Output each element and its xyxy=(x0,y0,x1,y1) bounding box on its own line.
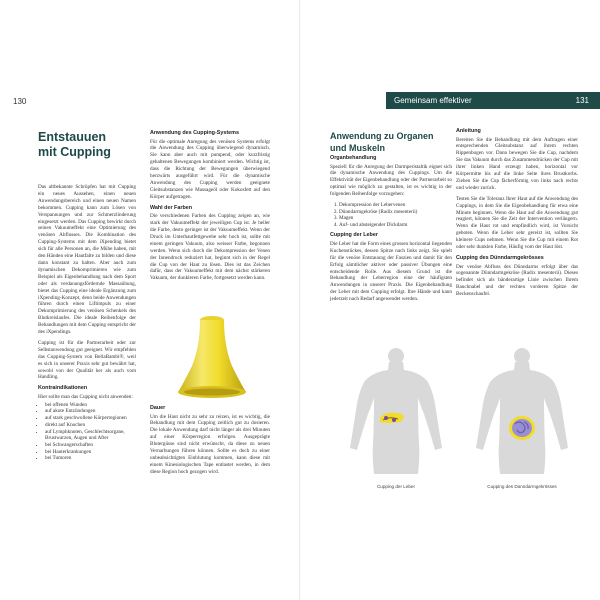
caption-intestine: Cupping des Dünndarmgekrösses xyxy=(487,484,557,489)
small-intestine-shape xyxy=(512,419,532,437)
list-item: 2. Dünndarmgekröse (Radix mesenterii) xyxy=(339,209,452,216)
kontraindikationen-heading: Kontraindikationen xyxy=(38,385,88,392)
list-item: • auf stark geschwollene Körperregionen xyxy=(45,415,136,422)
organbehandlung-heading: Organbehandlung xyxy=(330,155,377,161)
list-item: 1. Dekompression der Lebervenen xyxy=(339,202,452,209)
list-item: 4. Auf- und absteigender Dickdarm xyxy=(339,222,452,229)
list-item: • direkt auf Knochen xyxy=(45,422,136,429)
right-column-1 xyxy=(330,155,452,307)
list-item: 3. Magen xyxy=(339,215,452,222)
left-column-1 xyxy=(38,184,136,462)
running-header-title: Gemeinsam effektiver xyxy=(394,96,472,105)
anleitung-heading: Anleitung xyxy=(456,128,481,134)
left-column-2-top xyxy=(150,130,270,286)
right-page xyxy=(300,0,600,600)
page-number-left: 130 xyxy=(13,97,27,106)
page-number-right: 131 xyxy=(575,96,589,105)
page-title-line-1: Entstauuen xyxy=(38,130,107,144)
running-header xyxy=(386,92,600,109)
list-item: • bei offenen Wunden xyxy=(45,402,136,409)
dauer-paragraph: Um die Haut nicht zu sehr zu reizen, ist es wichtig, die Behandlung mit dem Cupping zeitlich gut zu dosieren. Die lokale Anwendung darf nicht länger als drei Minuten auf einer Körperregion erfolgen. Ausgeprägte Blutergüsse sind nicht erwünscht, da diese zu neuen Vernarbungen führen können. Sollte es doch zu einer unbeabsichtigten Einblutung kommen, kann diese mit einem Kinesiologischen Tape entlastet werden, in dem diese Region hoch gezogen wird. xyxy=(150,413,270,475)
kontraindikationen-intro: Hier sollte man das Cupping nicht anwenden: xyxy=(38,393,133,400)
list-item: • bei Tumoren xyxy=(45,455,136,462)
organbehandlung-paragraph: Speziell für die Anregung der Darmperistaltik eignet sich die dynamische Anwendung des Cuppings. Um die Effektivität der Eigenbehandlung oder der Partnerarbeit so optimal wie möglich zu gestalten, ist es wichtig in der folgenden Reihenfolge vorzugehen: xyxy=(330,163,452,198)
caption-liver: Cupping der Leber xyxy=(376,484,416,489)
left-column-2-bottom xyxy=(150,405,270,480)
cup-body xyxy=(178,320,246,392)
recommendation-paragraph: Cupping ist für die Partnerarbeit oder zur Selbstanwendung gut geeignet. Wir empfehlen das Cupping-System von BellaBambi®, weil es sich in unserer Praxis sehr gut bewährt hat, sowohl von der Qualität her als auch vom Handling. xyxy=(38,339,136,381)
section-title-line-1: Anwendung zu Organen xyxy=(330,131,434,141)
duenndarm-heading: Cupping des Dünndarmgekrösses xyxy=(456,255,544,261)
cupping-cup-illustration xyxy=(172,314,252,404)
page-title xyxy=(38,130,138,160)
duenndarm-paragraph: Der venöse Abfluss des Dünndarms erfolgt über das sogenannte Dünndarmgekröse (Radix mesenterii). Dieses befindet sich als bänderartige Linie zwischen Ihrem Bauchnabel und der rechten vorderen Spitze der Beckenschaufel. xyxy=(456,263,578,298)
torso-intestine-illustration xyxy=(472,348,572,478)
anleitung-paragraph-1: Bereiten Sie die Behandlung mit dem Auftragen einer entsprechenden Gleitsubstanz auf ihrem rechten Rippenbogen vor. Dann bewegen Sie die Cup, nachdem Sie das Vakuum durch das Zusammendrücken der Cup mit ihrer linken Hand erzeugt haben, horizontal vor Körpermitte bis auf die linke Seite ihres Brustkorbs. Ziehen Sie die Cup fächerförmig von links nach rechts und wieder zurück. xyxy=(456,136,578,191)
right-column-2 xyxy=(456,128,578,302)
farben-heading: Wahl der Farben xyxy=(150,204,193,211)
leber-heading: Cupping der Leber xyxy=(330,232,378,239)
section-title-line-2: und Muskeln xyxy=(330,143,386,153)
list-item: • auf Lymphknoten, Geschlechtsorgane, Brustwarzen, Augen und After xyxy=(45,429,136,442)
cup-opening xyxy=(184,389,240,396)
farben-paragraph: Die verschiedenen Farben des Cupping zeigen an, wie stark der Vakuumeffekt der jeweiligen Cup ist. Je heller die Farbe, desto geringer ist der Vakuumeffekt. Wenn der Druck im Unterhautfettgewebe sehr hoch ist, sollte mit einem geringen Vakuum, also weisser Farbe, begonnen werden. Wenn sich durch die Dekompression der Venen der Innendruck reduziert hat, beginnt sich in der Regel die Cup von der Haut zu lösen. Dies ist das Zeichen dafür, dass der Vakuumeffekt mit dem nächst stärkeren Vakuum, der dunkleren Farbe, fortgesetzt werden kann. xyxy=(150,213,270,282)
anwendung-heading: Anwendung des Cupping-Systems xyxy=(150,130,239,136)
leber-paragraph: Die Leber hat die Form eines grossen horizontal liegenden Kuchenstückes, dessen Spitze nach links zeigt. Sie spielt für die venöse Entstauung der Faszien und damit für den Erfolg sämtlicher aktiver oder passiver Übungen eine entscheidende Rolle. Aus diesem Grund ist die Behandlung der Leberregion eine der häufigsten Anwendungen in unserer Praxis. Die Eigenbehandlung der Leber mit dem Cupping erfolgt. Ihre Hände und kann jederzeit nach Bedarf angewendet werden. xyxy=(330,240,452,303)
list-item: • auf akute Entzündungen xyxy=(45,408,136,415)
dauer-heading: Dauer xyxy=(150,405,166,411)
anwendung-paragraph: Für die optimale Anregung des venösen Systems erfolgt die Anwendung des Cupping überwiegend dynamisch. Sie kann aber auch mit pumpend, oder kurzfristig gehaltenen Bewegungen kombiniert werden. Wichtig ist, dass die Richtung der Bewegungen überwiegend herzwärts ausgeführt wird. Für die dynamische Anwendung des Cupping werden geeignete Gleitsubstanzen wie Massageöl oder Kokosfett auf den Körper aufgetragen. xyxy=(150,138,270,200)
list-item: • bei Schwangerschaften xyxy=(45,442,136,449)
intro-paragraph: Das altbekannte Schröpfen hat mit Cupping ein neues Aussehen, einen neuen Anwendungsbereich und einen neuen Namen bekommen. Cupping kann zum Lösen von Verspannungen und zur Schmerzlinderung eingesetzt werden. Das Cupping bewirkt durch seinen Vakuumeffekt eine Optimierung des venösen Abflusses. Die Kombination des Cupping-Systems mit dem iXpending bietet sich für alle Personen an, die Mühe haben, mit den Händen eine Hautfalte zu bilden und diese dann konstant zu halten. Aber auch zum dynamischen Dekomprimieren wie zum Beispiel als Eigenbehandlung nach dem Sport oder als verdauungsfördernde Massaübung, bietet das Cupping eine ideale Ergänzung zum iXpending-Konzept, denn beide Anwendungen führen durch einen Liftimpuls zu einer Dekomprimierung des venösen Schenkels des Blutkreislaufes. Die ideale Reihenfolge der Behandlungen mit dem Cupping entspricht der des iXpendings. xyxy=(38,184,136,336)
anleitung-paragraph-2: Testen Sie die Toleranz Ihrer Haut auf die Anwendung des Cuppings, in dem Sie die Eigenbehandlung für etwa eine Minute beginnen. Wenn die Haut auf die Anwendung gut reagiert, können Sie die Zeit der Intervention verlängern. Wenn die Haut rot und empfindlich wird, ist Vorsicht geboten. Wenn die Leber sehr gereizt ist, sollten Sie kleinere Cups nehmen. Wenn Sie die Cup mit einem Rot oder sehr dunklen Farbe, Häufig vom der Haut löst. xyxy=(456,195,578,251)
list-item: • bei Hauterkrankungen xyxy=(45,449,136,456)
treatment-order-list xyxy=(330,202,452,228)
section-title xyxy=(330,130,460,154)
torso-liver-illustration xyxy=(346,348,446,478)
kontraindikationen-list xyxy=(38,402,136,462)
page-title-line-2: mit Cupping xyxy=(38,145,111,159)
